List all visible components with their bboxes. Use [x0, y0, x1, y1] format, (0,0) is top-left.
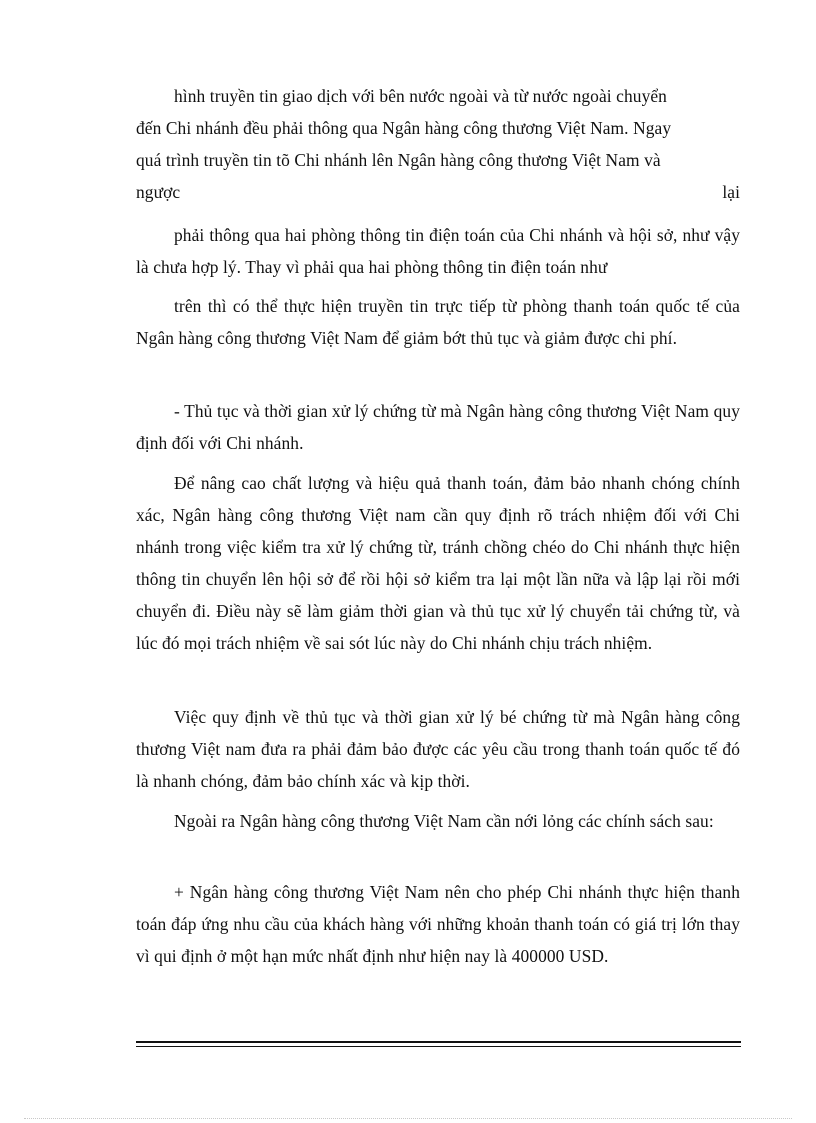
paragraph-3 [136, 290, 740, 354]
paragraph-2 [136, 219, 740, 283]
paragraph-7 [136, 805, 740, 837]
page-edge-divider [24, 1118, 792, 1119]
paragraph-6 [136, 701, 740, 797]
line-word-right: lại [722, 182, 740, 202]
paragraph-line: hình truyền tin giao dịch với bên nước ngoài và từ nước ngoài chuyển [174, 86, 667, 106]
paragraph-text: trên thì có thể thực hiện truyền tin trực tiếp từ phòng thanh toán quốc tế của Ngân hàng công thương Việt Nam để giảm bớt thủ tục và giảm được chi phí. [136, 296, 740, 348]
paragraph-text: phải thông qua hai phòng thông tin điện toán của Chi nhánh và hội sở, như vậy là chưa hợp lý. Thay vì phải qua hai phòng thông tin điện toán như [136, 225, 740, 277]
paragraph-line [136, 176, 740, 208]
paragraph-line: đến Chi nhánh đều phải thông qua Ngân hàng công thương Việt Nam. Ngay [136, 118, 672, 138]
paragraph-line: quá trình truyền tin tõ Chi nhánh lên Ngân hàng công thương Việt Nam và [136, 150, 661, 170]
paragraph-text: Ngoài ra Ngân hàng công thương Việt Nam cần nới lỏng các chính sách sau: [174, 811, 714, 831]
paragraph-4 [136, 395, 740, 459]
paragraph-text: Việc quy định về thủ tục và thời gian xử lý bé chứng từ mà Ngân hàng công thương Việt nam đưa ra phải đảm bảo được các yêu cầu trong thanh toán quốc tế đó là nhanh chóng, đảm bảo chính xác và kịp thời. [136, 707, 740, 791]
line-word-left: ngược [136, 182, 181, 202]
footer-rule [136, 1041, 741, 1047]
paragraph-1 [136, 80, 740, 208]
paragraph-text: - Thủ tục và thời gian xử lý chứng từ mà Ngân hàng công thương Việt Nam quy định đối với Chi nhánh. [136, 401, 740, 453]
paragraph-text: Để nâng cao chất lượng và hiệu quả thanh toán, đảm bảo nhanh chóng chính xác, Ngân hàng công thương Việt nam cần quy định rõ trách nhiệm đối với Chi nhánh trong việc kiểm tra xử lý chứng từ, tránh chồng chéo do Chi nhánh thực hiện thông tin chuyển lên hội sở để rồi hội sở kiểm tra lại một lần nữa và lập lại rồi mới chuyển đi. Điều này sẽ làm giảm thời gian và thủ tục xử lý chuyển tải chứng từ, và lúc đó mọi trách nhiệm về sai sót lúc này do Chi nhánh chịu trách nhiệm. [136, 473, 740, 653]
paragraph-5 [136, 467, 740, 659]
paragraph-text: + Ngân hàng công thương Việt Nam nên cho phép Chi nhánh thực hiện thanh toán đáp ứng nhu cầu của khách hàng với những khoản thanh toán có giá trị lớn thay vì qui định ở một hạn mức nhất định như hiện nay là 400000 USD. [136, 882, 740, 966]
paragraph-8 [136, 876, 740, 972]
